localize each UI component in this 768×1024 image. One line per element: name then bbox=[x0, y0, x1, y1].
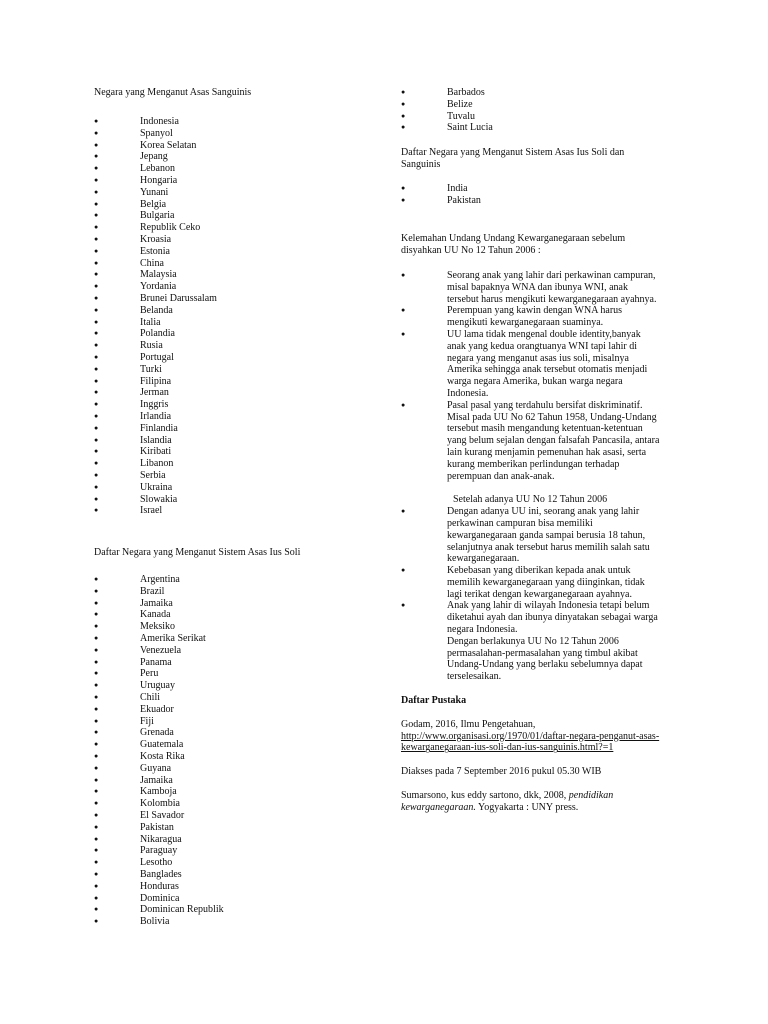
list-item-line: kurang memberikan perlindungan terhadap bbox=[447, 458, 620, 470]
soli-country-item: ● Kanada bbox=[94, 609, 384, 621]
sanguinis-country-item: ● Turki bbox=[94, 364, 384, 376]
sanguinis-country-item: ● Serbia bbox=[94, 470, 384, 482]
reference-1-link-line-1[interactable]: http://www.organisasi.org/1970/01/daftar-negara-penganut-asas- bbox=[401, 730, 660, 742]
weakness-heading-line-1: Kelemahan Undang Undang Kewarganegaraan sebelum bbox=[401, 233, 626, 245]
soli-country-item: ● Dominican Republik bbox=[94, 904, 384, 916]
both-heading-line-1: Daftar Negara yang Menganut Sistem Asas Ius Soli dan bbox=[401, 147, 625, 159]
sanguinis-country-item: ● Yordania bbox=[94, 281, 384, 293]
sanguinis-country-item: ● Belgia bbox=[94, 199, 384, 211]
sanguinis-country-item: ● Indonesia bbox=[94, 116, 384, 128]
list-item-line: ● Pasal pasal yang terdahulu bersifat diskriminatif. bbox=[447, 399, 643, 411]
list-item-line: ● Anak yang lahir di wilayah Indonesia tetapi belum bbox=[447, 600, 650, 612]
list-item-line: Misal pada UU No 62 Tahun 1958, Undang-Undang bbox=[447, 411, 657, 423]
sanguinis-heading: Negara yang Menganut Asas Sanguinis bbox=[94, 87, 252, 98]
list-item-line: kewarganegaraan ganda sampai berusia 18 tahun, bbox=[447, 529, 646, 541]
soli-country-item: ● Bolivia bbox=[94, 916, 384, 928]
list-item-line: perempuan dan anak-anak. bbox=[447, 470, 555, 482]
list-item-line: mengikuti kewarganegaraan suaminya. bbox=[447, 317, 604, 329]
soli-country-item: ● Uruguay bbox=[94, 680, 384, 692]
soli-country-item: ● Brazil bbox=[94, 586, 384, 598]
sanguinis-country-item: ● China bbox=[94, 258, 384, 270]
soli-heading: Daftar Negara yang Menganut Sistem Asas Ius Soli bbox=[94, 547, 301, 558]
soli-country-item: ● Panama bbox=[94, 657, 384, 669]
weakness-list bbox=[401, 270, 691, 482]
both-country-item: ● India bbox=[401, 183, 691, 195]
both-country-list bbox=[401, 183, 691, 207]
list-item-line: Amerika sehingga anak tersebut otomatis menjadi bbox=[447, 364, 648, 376]
after-item bbox=[401, 506, 691, 565]
list-item-line: Dengan berlakunya UU No 12 Tahun 2006 bbox=[447, 635, 619, 647]
after-label: Setelah adanya UU No 12 Tahun 2006 bbox=[453, 494, 608, 506]
list-item-line: memilih kewarganegaraan yang diinginkan, tidak bbox=[447, 576, 645, 588]
list-item-line: kewarganegaraan. bbox=[447, 553, 520, 565]
sanguinis-country-item: ● Italia bbox=[94, 317, 384, 329]
weakness-item bbox=[401, 270, 691, 305]
reference-2-line-1 bbox=[401, 790, 691, 802]
after-list bbox=[401, 506, 691, 683]
soli-continued-item: ● Barbados bbox=[401, 87, 691, 99]
list-item-line: diketahui ayah dan ibunya dinyatakan sebagai warga bbox=[447, 612, 658, 624]
list-item-line: ● Seorang anak yang lahir dari perkawinan campuran, bbox=[447, 269, 656, 281]
reference-2-line-2 bbox=[401, 802, 691, 814]
list-item-line: lain kurang menjamin pemenuhan hak asasi, serta bbox=[447, 446, 647, 458]
right-column bbox=[401, 87, 691, 814]
sanguinis-country-item: ● Kiribati bbox=[94, 446, 384, 458]
sanguinis-country-item: ● Korea Selatan bbox=[94, 140, 384, 152]
sanguinis-country-item: ● Kroasia bbox=[94, 234, 384, 246]
sanguinis-country-item: ● Jerman bbox=[94, 387, 384, 399]
soli-continued-item: ● Belize bbox=[401, 99, 691, 111]
accessed-note: Diakses pada 7 September 2016 pukul 05.30 WIB bbox=[401, 766, 602, 778]
list-item-line: lagi terikat dengan kewarganegaraan ayahnya. bbox=[447, 588, 632, 600]
sanguinis-country-item: ● Spanyol bbox=[94, 128, 384, 140]
weakness-item bbox=[401, 400, 691, 483]
soli-country-item: ● Grenada bbox=[94, 727, 384, 739]
list-item-line: ● Kebebasan yang diberikan kepada anak untuk bbox=[447, 565, 631, 577]
list-item-line: terselesaikan. bbox=[447, 671, 502, 683]
list-item-line: ● Dengan adanya UU ini, seorang anak yang lahir bbox=[447, 506, 640, 518]
sanguinis-country-item: ● Rusia bbox=[94, 340, 384, 352]
soli-country-item: ● Jamaika bbox=[94, 598, 384, 610]
sanguinis-country-item: ● Polandia bbox=[94, 328, 384, 340]
sanguinis-country-item: ● Portugal bbox=[94, 352, 384, 364]
list-item-line: Indonesia. bbox=[447, 387, 489, 399]
sanguinis-country-item: ● Filipina bbox=[94, 376, 384, 388]
reference-2-title-part-2: kewarganegaraan. bbox=[401, 801, 476, 813]
list-item-line: tersebut masih mengandung ketentuan-ketentuan bbox=[447, 423, 643, 435]
reference-2-author: Sumarsono, kus eddy sartono, dkk, 2008, bbox=[401, 790, 569, 802]
sanguinis-country-item: ● Finlandia bbox=[94, 423, 384, 435]
sanguinis-country-item: ● Inggris bbox=[94, 399, 384, 411]
left-column bbox=[94, 87, 384, 517]
soli-country-item: ● Nikaragua bbox=[94, 834, 384, 846]
soli-country-item: ● Kosta Rika bbox=[94, 751, 384, 763]
list-item-line: negara Indonesia. bbox=[447, 624, 518, 636]
list-item-line: tersebut harus mengikuti kewarganegaraan ayahnya. bbox=[447, 293, 657, 305]
soli-country-list bbox=[94, 574, 384, 928]
sanguinis-country-item: ● Belanda bbox=[94, 305, 384, 317]
soli-country-item: ● Peru bbox=[94, 668, 384, 680]
list-item-line: anak yang kedua orangtuanya WNI tapi lahir di bbox=[447, 340, 638, 352]
weakness-item bbox=[401, 305, 691, 329]
soli-country-item: ● Paraguay bbox=[94, 845, 384, 857]
list-item-line: Undang-Undang yang berlaku sebelumnya dapat bbox=[447, 659, 643, 671]
sanguinis-country-item: ● Republik Ceko bbox=[94, 222, 384, 234]
weakness-item bbox=[401, 329, 691, 400]
soli-country-item: ● El Savador bbox=[94, 810, 384, 822]
soli-continued-item: ● Saint Lucia bbox=[401, 122, 691, 134]
list-item-line: ● Perempuan yang kawin dengan WNA harus bbox=[447, 305, 623, 317]
weakness-heading-line-2: disyahkan UU No 12 Tahun 2006 : bbox=[401, 245, 541, 257]
left-column-soli bbox=[94, 547, 384, 928]
soli-country-item: ● Lesotho bbox=[94, 857, 384, 869]
sanguinis-country-item: ● Irlandia bbox=[94, 411, 384, 423]
sanguinis-country-item: ● Malaysia bbox=[94, 269, 384, 281]
soli-country-item: ● Argentina bbox=[94, 574, 384, 586]
sanguinis-country-item: ● Israel bbox=[94, 505, 384, 517]
list-item-line: permasalahan-permasalahan yang timbul akibat bbox=[447, 647, 638, 659]
list-item-line: yang belum sejalan dengan falsafah Pancasila, antara bbox=[447, 435, 660, 447]
soli-country-item: ● Pakistan bbox=[94, 822, 384, 834]
list-item-line: negara yang menganut asas ius soli, misalnya bbox=[447, 352, 629, 364]
after-item bbox=[401, 565, 691, 600]
sanguinis-country-item: ● Estonia bbox=[94, 246, 384, 258]
sanguinis-country-item: ● Islandia bbox=[94, 435, 384, 447]
sanguinis-country-item: ● Slowakia bbox=[94, 494, 384, 506]
list-item-line: misal bapaknya WNA dan ibunya WNI, anak bbox=[447, 281, 628, 293]
list-item-line: selanjutnya anak tersebut harus memilih salah satu bbox=[447, 541, 650, 553]
soli-country-item: ● Dominica bbox=[94, 893, 384, 905]
reference-2-publisher: Yogyakarta : UNY press. bbox=[475, 801, 579, 813]
soli-country-item: ● Banglades bbox=[94, 869, 384, 881]
soli-continued-item: ● Tuvalu bbox=[401, 111, 691, 123]
list-item-line: warga negara Amerika, bukan warga negara bbox=[447, 376, 623, 388]
reference-1-link-line-2[interactable]: kewarganegaraan-ius-soli-dan-ius-sanguinis.html?=1 bbox=[401, 742, 614, 754]
soli-country-item: ● Venezuela bbox=[94, 645, 384, 657]
references-heading: Daftar Pustaka bbox=[401, 695, 467, 707]
soli-country-item: ● Guyana bbox=[94, 763, 384, 775]
soli-country-item: ● Ekuador bbox=[94, 704, 384, 716]
list-item-line: perkawinan campuran bisa memiliki bbox=[447, 517, 593, 529]
sanguinis-country-item: ● Brunei Darussalam bbox=[94, 293, 384, 305]
sanguinis-country-item: ● Libanon bbox=[94, 458, 384, 470]
soli-country-item: ● Fiji bbox=[94, 716, 384, 728]
sanguinis-country-item: ● Bulgaria bbox=[94, 210, 384, 222]
soli-country-item: ● Honduras bbox=[94, 881, 384, 893]
both-heading-line-2: Sanguinis bbox=[401, 158, 441, 170]
soli-country-item: ● Meksiko bbox=[94, 621, 384, 633]
sanguinis-country-item: ● Hongaria bbox=[94, 175, 384, 187]
sanguinis-country-item: ● Lebanon bbox=[94, 163, 384, 175]
sanguinis-country-item: ● Ukraina bbox=[94, 482, 384, 494]
soli-country-item: ● Kamboja bbox=[94, 786, 384, 798]
reference-1-line-1: Godam, 2016, Ilmu Pengetahuan, bbox=[401, 718, 536, 730]
list-item-line: ● UU lama tidak mengenal double identity,banyak bbox=[447, 328, 641, 340]
soli-country-item: ● Kolombia bbox=[94, 798, 384, 810]
soli-country-item: ● Guatemala bbox=[94, 739, 384, 751]
soli-country-item: ● Jamaika bbox=[94, 775, 384, 787]
soli-continued-list bbox=[401, 87, 691, 134]
soli-country-item: ● Chili bbox=[94, 692, 384, 704]
both-country-item: ● Pakistan bbox=[401, 195, 691, 207]
sanguinis-country-item: ● Jepang bbox=[94, 151, 384, 163]
reference-2-title-part-1: pendidikan bbox=[568, 790, 614, 802]
sanguinis-country-item: ● Yunani bbox=[94, 187, 384, 199]
soli-country-item: ● Amerika Serikat bbox=[94, 633, 384, 645]
after-item bbox=[401, 600, 691, 683]
sanguinis-country-list bbox=[94, 116, 384, 517]
